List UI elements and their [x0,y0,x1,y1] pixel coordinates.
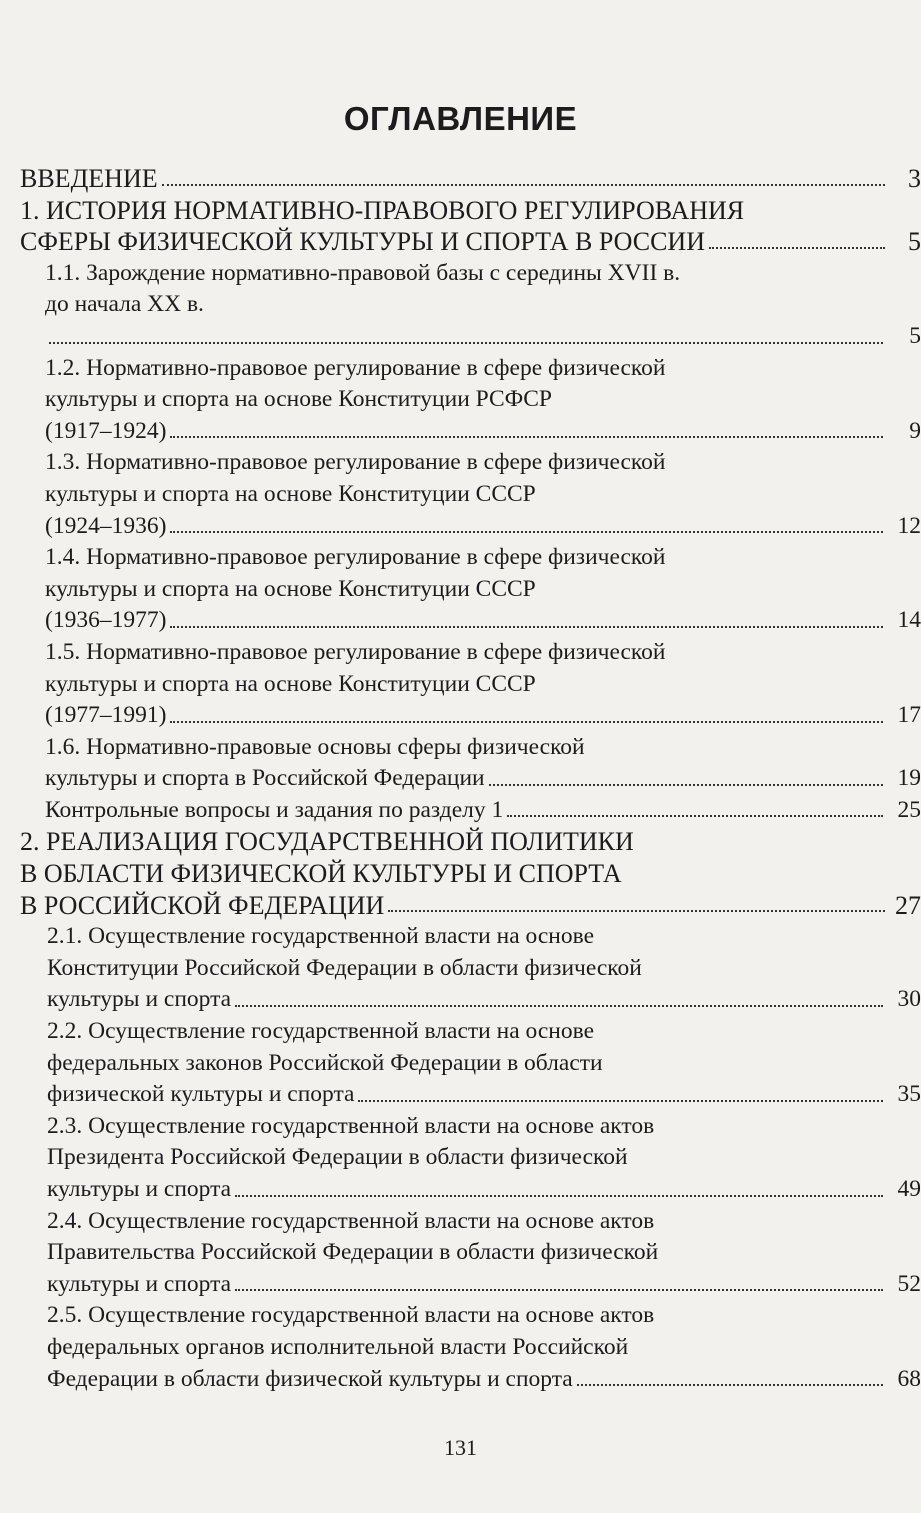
toc-section-entry [0,353,921,448]
toc-section-entry [0,1300,921,1395]
toc-entry-line [0,795,921,827]
toc-page-number: 52 [897,1270,921,1297]
toc-entry-line [0,953,921,985]
toc-entry-line [0,511,921,543]
toc-entry-text: 1.6. Нормативно-правовые основы сферы физической [45,733,585,760]
toc-entry-text: культуры и спорта [47,1176,232,1202]
toc-entry-line [0,1142,921,1174]
dot-leader [235,1289,883,1291]
dot-leader [577,1384,883,1386]
toc-entry-text: культуры и спорта на основе Конституции РСФСР [45,386,552,413]
table-of-contents [0,163,921,1395]
toc-chapter-entry [0,163,921,195]
toc-entry-text: 1.5. Нормативно-правовое регулирование в сфере физической [45,638,666,665]
toc-page-number: 25 [897,796,921,823]
toc-page-number: 5 [908,227,921,257]
toc-page-number: 9 [909,417,921,444]
toc-entry-line [0,605,921,637]
toc-entry-line [0,289,921,321]
toc-entry-text: 2.3. Осуществление государственной власти на основе актов [47,1112,655,1139]
toc-entry-line [0,826,921,858]
toc-entry-text: (1917–1924) [45,417,167,444]
page-number: 131 [444,1435,477,1460]
toc-entry-line [0,1332,921,1364]
toc-entry-text: 2. РЕАЛИЗАЦИЯ ГОСУДАРСТВЕННОЙ ПОЛИТИКИ [20,827,634,857]
toc-section-entry [0,921,921,1016]
toc-entry-text: 2.2. Осуществление государственной власти на основе [47,1018,594,1045]
toc-page-number: 49 [897,1176,921,1202]
toc-entry-line [0,542,921,574]
toc-entry-line [0,858,921,890]
toc-entry-line [0,416,921,448]
toc-entry-text: ВВЕДЕНИЕ [20,164,158,193]
toc-entry-line [0,321,921,353]
toc-entry-text: 1.1. Зарождение нормативно-правовой базы с середины XVII в. [45,259,681,286]
toc-entry-line [0,574,921,606]
dot-leader [388,910,885,912]
toc-entry-text: Федерации в области физической культуры и спорта [47,1365,573,1392]
toc-page-number: 30 [897,986,921,1013]
page-title: ОГЛАВЛЕНИЕ [343,100,578,137]
toc-entry-text: (1924–1936) [45,512,167,539]
toc-entry-text: В ОБЛАСТИ ФИЗИЧЕСКОЙ КУЛЬТУРЫ И СПОРТА [20,859,622,889]
toc-entry-line [0,921,921,953]
toc-entry-text: Правительства Российской Федерации в области физической [47,1239,659,1266]
toc-entry-text: культуры и спорта на основе Конституции СССР [45,575,536,602]
toc-entry-line [0,1048,921,1080]
toc-entry-text: 2.4. Осуществление государственной власти на основе актов [47,1207,655,1234]
dot-leader [489,784,883,786]
toc-entry-line [0,447,921,479]
toc-section-entry [0,732,921,795]
toc-section-entry [0,542,921,637]
toc-entry-text: федеральных органов исполнительной власти Российской [47,1333,629,1360]
dot-leader [235,1005,883,1007]
toc-section-entry [0,447,921,542]
toc-entry-line [0,1300,921,1332]
toc-entry-line [0,732,921,764]
toc-entry-text: (1936–1977) [45,607,167,634]
dot-leader [170,531,883,533]
toc-entry-line [0,700,921,732]
dot-leader [235,1195,883,1197]
toc-entry-line [0,1237,921,1269]
toc-entry-text: культуры и спорта на основе Конституции СССР [45,480,536,507]
toc-entry-text: культуры и спорта в Российской Федерации [45,765,485,792]
toc-page-number: 5 [909,322,921,349]
toc-entry-line [0,1364,921,1396]
toc-entry-text: 2.5. Осуществление государственной власти на основе актов [47,1302,655,1329]
dot-leader [49,342,883,344]
toc-entry-line [0,763,921,795]
toc-page-number: 19 [897,765,921,792]
toc-entry-line [0,1269,921,1301]
toc-chapter-entry [0,826,921,921]
toc-entry-line [0,637,921,669]
toc-entry-text: Контрольные вопросы и задания по разделу 1 [45,796,504,823]
toc-entry-text: 2.1. Осуществление государственной власти на основе [47,923,594,950]
toc-entry-text: культуры и спорта на основе Конституции СССР [45,670,536,697]
toc-section-entry [0,637,921,732]
toc-entry-line [0,1016,921,1048]
toc-page-number: 14 [897,607,921,634]
toc-entry-text: 1.3. Нормативно-правовое регулирование в сфере физической [45,449,666,476]
toc-entry-line [0,1079,921,1111]
toc-section-entry [0,1111,921,1206]
toc-entry-line [0,195,921,227]
toc-page-number: 12 [897,512,921,539]
toc-section-entry [0,258,921,353]
toc-entry-text: культуры и спорта [47,1270,232,1297]
toc-entry-line [0,384,921,416]
dot-leader [170,626,883,628]
toc-entry-text: культуры и спорта [47,986,232,1013]
toc-entry-text: 1. ИСТОРИЯ НОРМАТИВНО-ПРАВОВОГО РЕГУЛИРОВАНИЯ [20,195,745,225]
dot-leader [507,815,883,817]
toc-page-number: 68 [897,1365,921,1392]
toc-entry-line [0,984,921,1016]
toc-entry-line [0,890,921,922]
toc-section-entry [0,795,921,827]
dot-leader [170,721,883,723]
toc-entry-text: В РОССИЙСКОЙ ФЕДЕРАЦИИ [20,890,385,920]
toc-page-number: 17 [897,702,921,729]
dot-leader [170,436,883,438]
toc-section-entry [0,1206,921,1301]
toc-entry-text: 1.4. Нормативно-правовое регулирование в сфере физической [45,544,666,571]
dot-leader [358,1100,883,1102]
toc-entry-line [0,353,921,385]
toc-page-number: 27 [895,890,921,920]
toc-entry-line [0,258,921,290]
toc-page-number: 3 [908,164,921,193]
toc-entry-line [0,226,921,258]
toc-entry-line [0,669,921,701]
toc-section-entry [0,1016,921,1111]
toc-page-number: 35 [897,1081,921,1108]
toc-entry-line [0,1206,921,1238]
toc-entry-text: федеральных законов Российской Федерации в области [47,1049,603,1076]
toc-entry-text: (1977–1991) [45,702,167,729]
dot-leader [709,247,885,249]
toc-entry-line [0,163,921,195]
toc-entry-text: Конституции Российской Федерации в области физической [47,954,642,981]
toc-entry-text: физической культуры и спорта [47,1081,355,1108]
toc-entry-text: до начала XX в. [45,291,204,318]
toc-chapter-entry [0,195,921,258]
toc-entry-text: СФЕРЫ ФИЗИЧЕСКОЙ КУЛЬТУРЫ И СПОРТА В РОССИИ [20,227,705,257]
dot-leader [162,184,885,186]
toc-entry-line [0,1111,921,1143]
toc-entry-text: 1.2. Нормативно-правовое регулирование в сфере физической [45,354,666,381]
toc-entry-line [0,1174,921,1206]
toc-entry-line [0,479,921,511]
toc-entry-text: Президента Российской Федерации в области физической [47,1144,628,1171]
